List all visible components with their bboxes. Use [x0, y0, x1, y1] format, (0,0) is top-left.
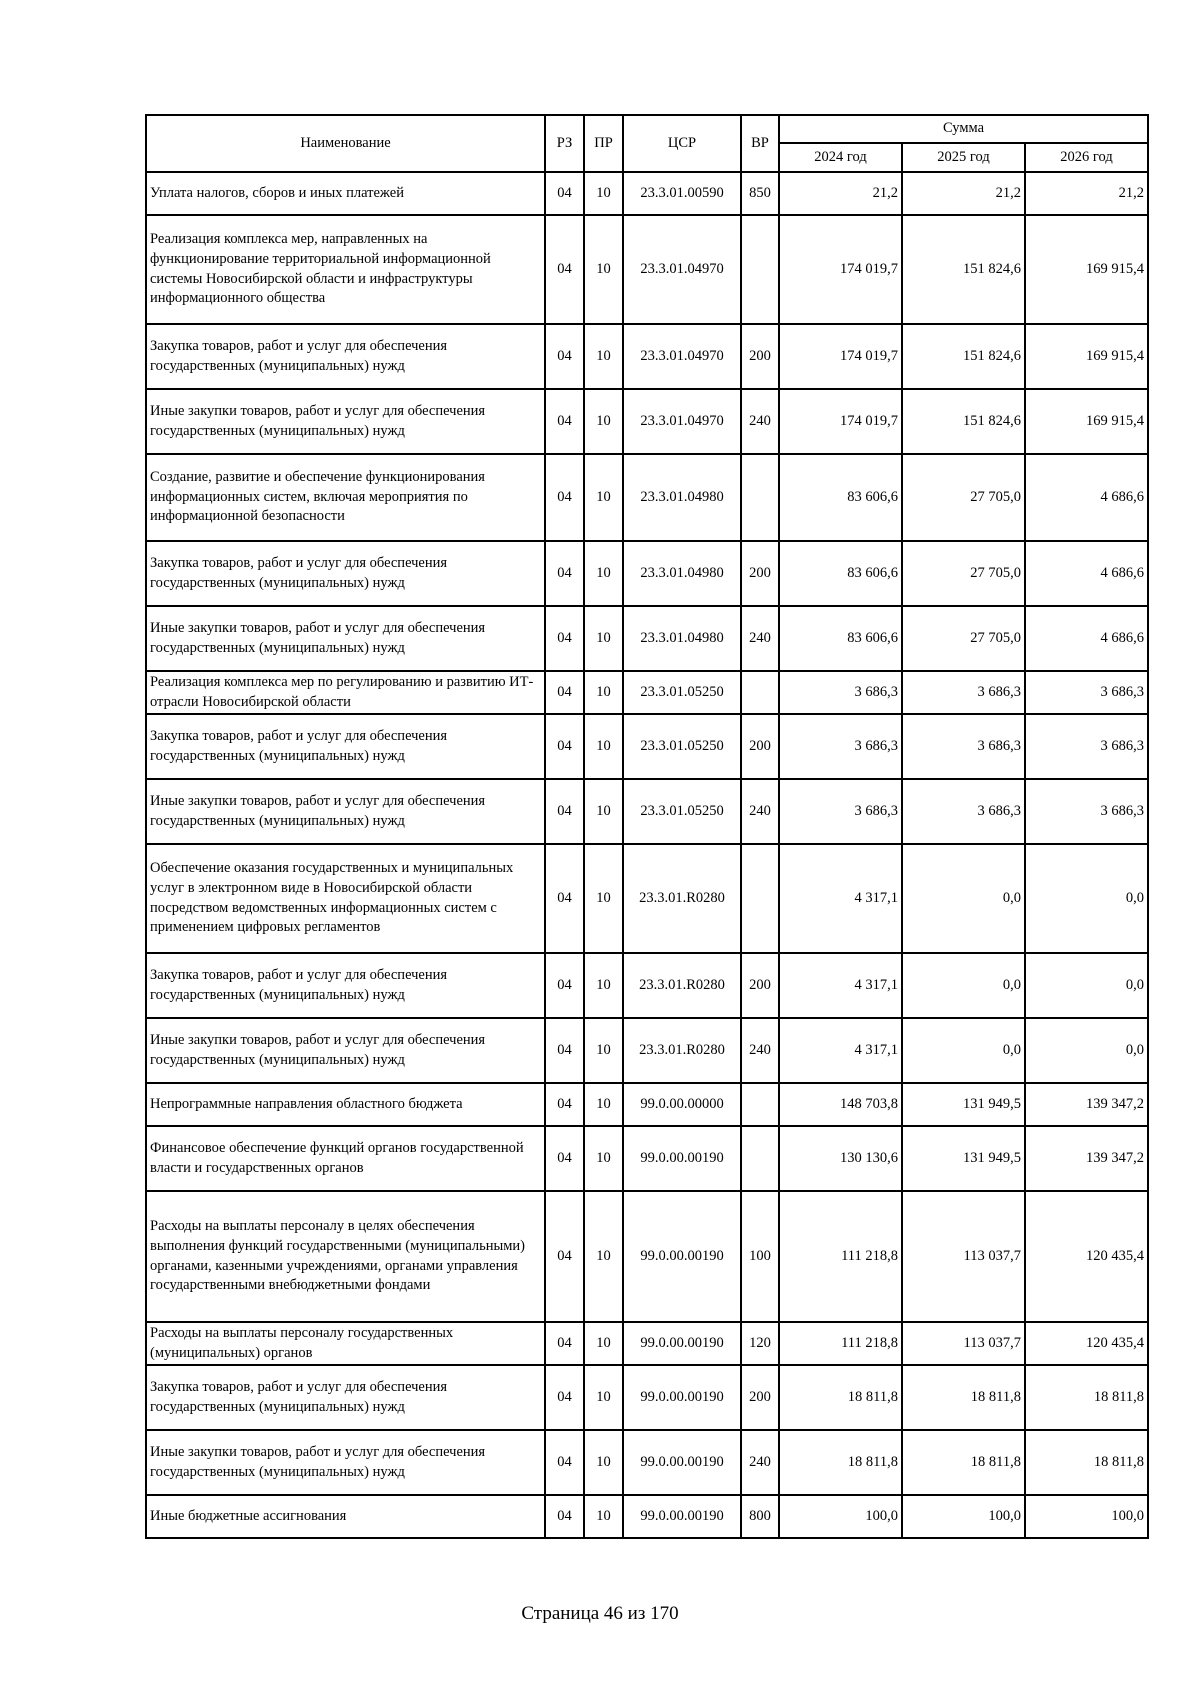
row-rz: 04 — [545, 1495, 584, 1538]
table-row — [146, 1018, 1148, 1083]
row-sum-2026: 100,0 — [1025, 1495, 1148, 1538]
row-rz: 04 — [545, 541, 584, 606]
row-csr: 23.3.01.00590 — [623, 172, 741, 215]
budget-table — [145, 114, 1149, 1539]
row-sum-2024: 111 218,8 — [779, 1322, 902, 1365]
row-sum-2026: 0,0 — [1025, 844, 1148, 953]
row-vr — [741, 215, 779, 324]
row-name: Закупка товаров, работ и услуг для обеспечения государственных (муниципальных) нужд — [146, 953, 545, 1018]
row-rz: 04 — [545, 454, 584, 541]
table-row — [146, 1495, 1148, 1538]
header-year-2026: 2026 год — [1025, 143, 1148, 172]
row-vr — [741, 671, 779, 714]
row-vr: 850 — [741, 172, 779, 215]
row-csr: 23.3.01.R0280 — [623, 1018, 741, 1083]
table-body — [146, 172, 1148, 1538]
row-sum-2026: 18 811,8 — [1025, 1430, 1148, 1495]
row-csr: 23.3.01.05250 — [623, 779, 741, 844]
table-row — [146, 606, 1148, 671]
row-sum-2024: 83 606,6 — [779, 606, 902, 671]
row-sum-2025: 113 037,7 — [902, 1322, 1025, 1365]
row-rz: 04 — [545, 1126, 584, 1191]
row-pr: 10 — [584, 1126, 623, 1191]
row-rz: 04 — [545, 172, 584, 215]
header-year-2024: 2024 год — [779, 143, 902, 172]
row-sum-2026: 4 686,6 — [1025, 541, 1148, 606]
row-csr: 99.0.00.00190 — [623, 1365, 741, 1430]
row-vr: 800 — [741, 1495, 779, 1538]
row-sum-2026: 3 686,3 — [1025, 779, 1148, 844]
row-sum-2026: 3 686,3 — [1025, 714, 1148, 779]
row-vr: 200 — [741, 714, 779, 779]
row-sum-2025: 131 949,5 — [902, 1083, 1025, 1126]
row-sum-2026: 18 811,8 — [1025, 1365, 1148, 1430]
row-csr: 99.0.00.00000 — [623, 1083, 741, 1126]
row-vr: 240 — [741, 1018, 779, 1083]
row-name: Реализация комплекса мер, направленных на функционирование территориальной информационной системы Новосибирской области и инфраструктуры информационного общества — [146, 215, 545, 324]
table-row — [146, 671, 1148, 714]
row-sum-2025: 18 811,8 — [902, 1430, 1025, 1495]
table-row — [146, 779, 1148, 844]
row-vr — [741, 1083, 779, 1126]
header-pr: ПР — [584, 115, 623, 172]
row-sum-2025: 0,0 — [902, 844, 1025, 953]
row-pr: 10 — [584, 671, 623, 714]
row-name: Расходы на выплаты персоналу в целях обеспечения выполнения функций государственными (муниципальными) органами, казенными учреждениями, органами управления государственными внебюджетными фондами — [146, 1191, 545, 1322]
row-sum-2026: 169 915,4 — [1025, 389, 1148, 454]
row-vr — [741, 454, 779, 541]
row-pr: 10 — [584, 1430, 623, 1495]
row-sum-2025: 3 686,3 — [902, 714, 1025, 779]
row-sum-2025: 151 824,6 — [902, 215, 1025, 324]
row-rz: 04 — [545, 671, 584, 714]
table-row — [146, 389, 1148, 454]
row-name: Непрограммные направления областного бюджета — [146, 1083, 545, 1126]
row-pr: 10 — [584, 1191, 623, 1322]
row-pr: 10 — [584, 714, 623, 779]
row-sum-2026: 139 347,2 — [1025, 1126, 1148, 1191]
row-sum-2024: 83 606,6 — [779, 541, 902, 606]
row-name: Расходы на выплаты персоналу государственных (муниципальных) органов — [146, 1322, 545, 1365]
table-header — [146, 115, 1148, 172]
row-rz: 04 — [545, 1191, 584, 1322]
row-vr: 240 — [741, 389, 779, 454]
row-pr: 10 — [584, 215, 623, 324]
row-pr: 10 — [584, 606, 623, 671]
row-sum-2026: 0,0 — [1025, 1018, 1148, 1083]
row-sum-2024: 4 317,1 — [779, 844, 902, 953]
row-sum-2024: 18 811,8 — [779, 1365, 902, 1430]
row-csr: 23.3.01.04970 — [623, 215, 741, 324]
row-sum-2024: 100,0 — [779, 1495, 902, 1538]
table-row — [146, 541, 1148, 606]
row-name: Закупка товаров, работ и услуг для обеспечения государственных (муниципальных) нужд — [146, 541, 545, 606]
row-csr: 99.0.00.00190 — [623, 1430, 741, 1495]
row-csr: 99.0.00.00190 — [623, 1191, 741, 1322]
row-rz: 04 — [545, 714, 584, 779]
row-csr: 23.3.01.04970 — [623, 324, 741, 389]
row-csr: 23.3.01.R0280 — [623, 844, 741, 953]
row-sum-2024: 111 218,8 — [779, 1191, 902, 1322]
header-rz: РЗ — [545, 115, 584, 172]
row-csr: 99.0.00.00190 — [623, 1495, 741, 1538]
row-pr: 10 — [584, 541, 623, 606]
row-sum-2026: 4 686,6 — [1025, 454, 1148, 541]
row-name: Финансовое обеспечение функций органов государственной власти и государственных органов — [146, 1126, 545, 1191]
row-pr: 10 — [584, 1322, 623, 1365]
row-rz: 04 — [545, 953, 584, 1018]
row-sum-2024: 83 606,6 — [779, 454, 902, 541]
row-csr: 23.3.01.04980 — [623, 541, 741, 606]
row-vr: 100 — [741, 1191, 779, 1322]
row-name: Иные закупки товаров, работ и услуг для обеспечения государственных (муниципальных) нужд — [146, 606, 545, 671]
row-sum-2026: 21,2 — [1025, 172, 1148, 215]
row-name: Иные закупки товаров, работ и услуг для обеспечения государственных (муниципальных) нужд — [146, 389, 545, 454]
row-rz: 04 — [545, 844, 584, 953]
row-vr: 200 — [741, 1365, 779, 1430]
row-name: Иные закупки товаров, работ и услуг для обеспечения государственных (муниципальных) нужд — [146, 779, 545, 844]
row-pr: 10 — [584, 1365, 623, 1430]
row-rz: 04 — [545, 1018, 584, 1083]
row-sum-2024: 3 686,3 — [779, 779, 902, 844]
row-csr: 23.3.01.05250 — [623, 714, 741, 779]
row-sum-2025: 151 824,6 — [902, 324, 1025, 389]
row-rz: 04 — [545, 324, 584, 389]
table-row — [146, 454, 1148, 541]
table-row — [146, 1322, 1148, 1365]
row-pr: 10 — [584, 1018, 623, 1083]
row-pr: 10 — [584, 1495, 623, 1538]
header-year-2025: 2025 год — [902, 143, 1025, 172]
row-sum-2025: 113 037,7 — [902, 1191, 1025, 1322]
row-csr: 99.0.00.00190 — [623, 1126, 741, 1191]
row-pr: 10 — [584, 953, 623, 1018]
row-sum-2025: 131 949,5 — [902, 1126, 1025, 1191]
row-name: Закупка товаров, работ и услуг для обеспечения государственных (муниципальных) нужд — [146, 1365, 545, 1430]
row-sum-2025: 151 824,6 — [902, 389, 1025, 454]
row-sum-2024: 174 019,7 — [779, 324, 902, 389]
row-vr: 240 — [741, 606, 779, 671]
row-sum-2025: 0,0 — [902, 1018, 1025, 1083]
row-sum-2024: 21,2 — [779, 172, 902, 215]
row-name: Закупка товаров, работ и услуг для обеспечения государственных (муниципальных) нужд — [146, 714, 545, 779]
row-vr: 200 — [741, 953, 779, 1018]
table-row — [146, 844, 1148, 953]
row-sum-2025: 100,0 — [902, 1495, 1025, 1538]
row-sum-2024: 3 686,3 — [779, 671, 902, 714]
table-row — [146, 324, 1148, 389]
row-rz: 04 — [545, 1083, 584, 1126]
row-sum-2024: 174 019,7 — [779, 215, 902, 324]
row-sum-2026: 120 435,4 — [1025, 1322, 1148, 1365]
row-vr: 120 — [741, 1322, 779, 1365]
row-sum-2026: 169 915,4 — [1025, 324, 1148, 389]
row-sum-2025: 21,2 — [902, 172, 1025, 215]
row-pr: 10 — [584, 389, 623, 454]
row-name: Уплата налогов, сборов и иных платежей — [146, 172, 545, 215]
row-sum-2025: 18 811,8 — [902, 1365, 1025, 1430]
row-sum-2025: 27 705,0 — [902, 454, 1025, 541]
row-sum-2026: 0,0 — [1025, 953, 1148, 1018]
row-vr — [741, 1126, 779, 1191]
header-name: Наименование — [146, 115, 545, 172]
table-row — [146, 1126, 1148, 1191]
row-sum-2024: 4 317,1 — [779, 953, 902, 1018]
header-sum: Сумма — [779, 115, 1148, 143]
row-csr: 99.0.00.00190 — [623, 1322, 741, 1365]
header-csr: ЦСР — [623, 115, 741, 172]
row-name: Иные закупки товаров, работ и услуг для обеспечения государственных (муниципальных) нужд — [146, 1018, 545, 1083]
row-sum-2025: 0,0 — [902, 953, 1025, 1018]
table-row — [146, 1430, 1148, 1495]
row-name: Обеспечение оказания государственных и муниципальных услуг в электронном виде в Новосибирской области посредством ведомственных информационных систем с применением цифровых регламентов — [146, 844, 545, 953]
table-row — [146, 215, 1148, 324]
row-sum-2025: 27 705,0 — [902, 541, 1025, 606]
row-csr: 23.3.01.R0280 — [623, 953, 741, 1018]
row-sum-2026: 139 347,2 — [1025, 1083, 1148, 1126]
row-csr: 23.3.01.04970 — [623, 389, 741, 454]
row-vr: 240 — [741, 1430, 779, 1495]
row-sum-2024: 3 686,3 — [779, 714, 902, 779]
row-vr: 200 — [741, 324, 779, 389]
row-pr: 10 — [584, 324, 623, 389]
row-pr: 10 — [584, 1083, 623, 1126]
row-rz: 04 — [545, 389, 584, 454]
row-name: Иные бюджетные ассигнования — [146, 1495, 545, 1538]
row-sum-2026: 169 915,4 — [1025, 215, 1148, 324]
row-rz: 04 — [545, 779, 584, 844]
row-name: Иные закупки товаров, работ и услуг для обеспечения государственных (муниципальных) нужд — [146, 1430, 545, 1495]
row-vr: 240 — [741, 779, 779, 844]
row-sum-2024: 18 811,8 — [779, 1430, 902, 1495]
header-vr: ВР — [741, 115, 779, 172]
row-pr: 10 — [584, 454, 623, 541]
row-vr: 200 — [741, 541, 779, 606]
row-vr — [741, 844, 779, 953]
row-rz: 04 — [545, 1322, 584, 1365]
row-name: Реализация комплекса мер по регулированию и развитию ИТ-отрасли Новосибирской области — [146, 671, 545, 714]
row-sum-2024: 148 703,8 — [779, 1083, 902, 1126]
row-sum-2024: 130 130,6 — [779, 1126, 902, 1191]
row-sum-2025: 3 686,3 — [902, 779, 1025, 844]
row-sum-2026: 3 686,3 — [1025, 671, 1148, 714]
row-rz: 04 — [545, 606, 584, 671]
row-csr: 23.3.01.04980 — [623, 606, 741, 671]
table-row — [146, 1083, 1148, 1126]
row-rz: 04 — [545, 1430, 584, 1495]
row-csr: 23.3.01.04980 — [623, 454, 741, 541]
table-row — [146, 172, 1148, 215]
table-row — [146, 714, 1148, 779]
table-row — [146, 1365, 1148, 1430]
page-number: Страница 46 из 170 — [521, 1603, 679, 1624]
row-sum-2024: 174 019,7 — [779, 389, 902, 454]
row-pr: 10 — [584, 779, 623, 844]
row-pr: 10 — [584, 844, 623, 953]
row-name: Создание, развитие и обеспечение функционирования информационных систем, включая мероприятия по информационной безопасности — [146, 454, 545, 541]
row-rz: 04 — [545, 1365, 584, 1430]
row-sum-2025: 3 686,3 — [902, 671, 1025, 714]
row-rz: 04 — [545, 215, 584, 324]
row-sum-2024: 4 317,1 — [779, 1018, 902, 1083]
row-sum-2025: 27 705,0 — [902, 606, 1025, 671]
table-row — [146, 1191, 1148, 1322]
row-name: Закупка товаров, работ и услуг для обеспечения государственных (муниципальных) нужд — [146, 324, 545, 389]
row-sum-2026: 120 435,4 — [1025, 1191, 1148, 1322]
row-sum-2026: 4 686,6 — [1025, 606, 1148, 671]
table-row — [146, 953, 1148, 1018]
row-pr: 10 — [584, 172, 623, 215]
row-csr: 23.3.01.05250 — [623, 671, 741, 714]
